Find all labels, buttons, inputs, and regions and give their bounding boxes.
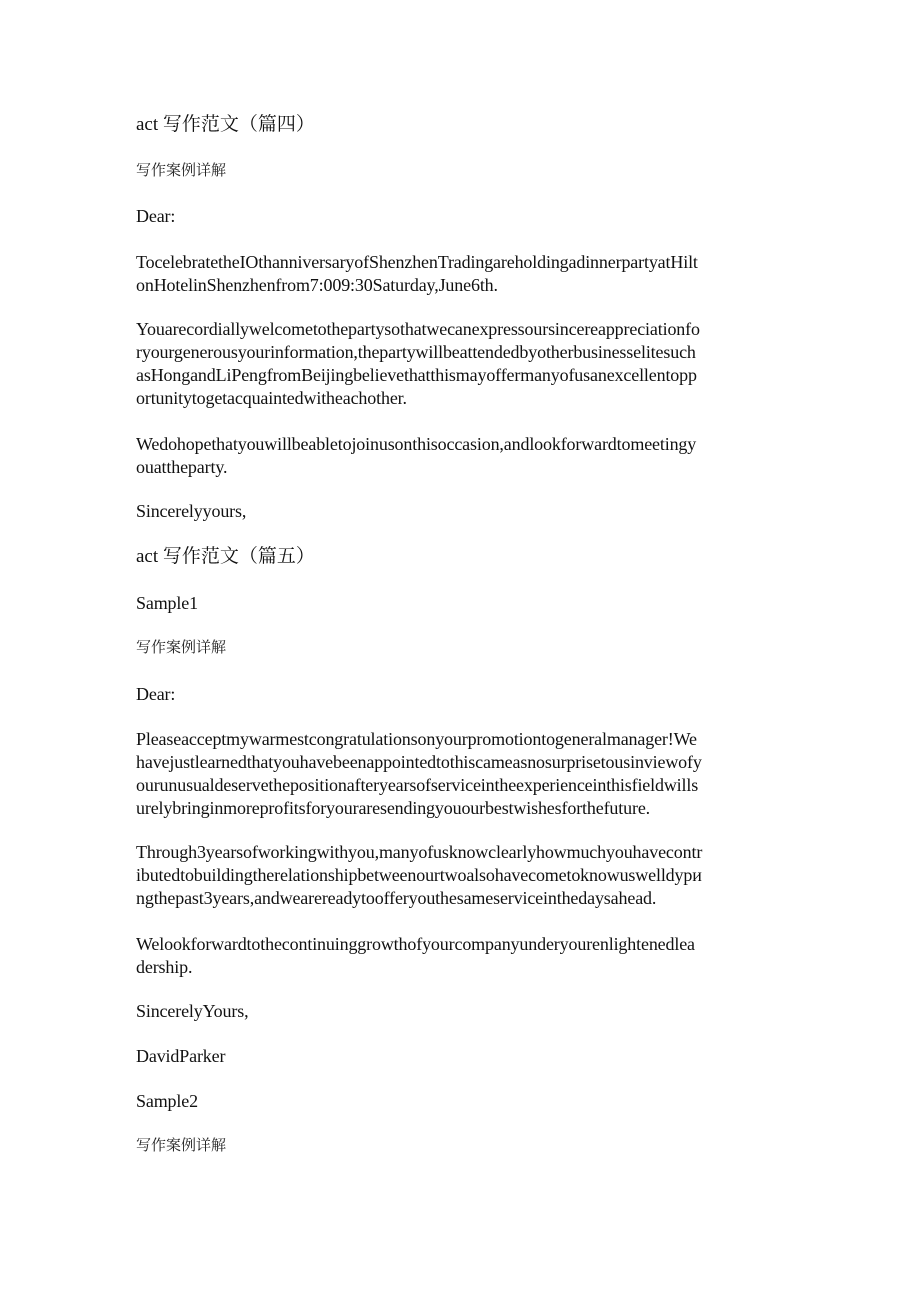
paragraph-line: TocelebratetheIOthanniversaryofShenzhenTradingareholdingadinnerpartyatHilt	[136, 252, 698, 272]
paragraph-2	[136, 318, 796, 410]
paragraph-line: Pleaseacceptmywarmestcongratulationsonyourpromotiontogeneralmanager!We	[136, 729, 697, 749]
paragraph-line: onHotelinShenzhenfrom7:009:30Saturday,June6th.	[136, 275, 498, 295]
closing: Sincerelyyours,	[136, 501, 247, 521]
paragraph-line: Wedohopethatyouwillbeabletojoinusonthisoccasion,andlookforwardtomeetingy	[136, 434, 697, 454]
section-heading-5: act 写作范文（篇五）	[136, 546, 315, 567]
paragraph-5	[136, 841, 796, 910]
paragraph-line: ourunusualdeservethepositionafteryearsofserviceintheexperienceinthisfieldwills	[136, 775, 699, 795]
paragraph-line: Youarecordiallywelcometothepartysothatwecanexpressoursincereappreciationfo	[136, 319, 700, 339]
paragraph-line: havejustlearnedthatyouhavebeenappointedtothiscameasnosurprisetousinviewofy	[136, 752, 702, 772]
sample-label: Sample1	[136, 593, 198, 613]
section-heading-4: act 写作范文（篇四）	[136, 114, 315, 135]
paragraph-4	[136, 728, 796, 820]
closing: SincerelyYours,	[136, 1001, 249, 1021]
paragraph-line: urelybringinmoreprofitsforyouraresendingyouourbestwishesforthefuture.	[136, 798, 651, 818]
paragraph-line: asHongandLiPengfromBeijingbelievethatthismayoffermanyofusanexcellentopp	[136, 365, 697, 385]
paragraph-line: dership.	[136, 957, 193, 977]
sample-label: Sample2	[136, 1091, 198, 1111]
paragraph-line: ngthepast3years,andwearereadytoofferyouthesameserviceinthedaysahead.	[136, 888, 657, 908]
paragraph-line: ouattheparty.	[136, 457, 228, 477]
paragraph-1	[136, 251, 796, 297]
paragraph-line: ryourgenerousyourinformation,thepartywillbeattendedbyotherbusinesselitesuch	[136, 342, 696, 362]
salutation: Dear:	[136, 684, 176, 704]
section-subtitle: 写作案例详解	[136, 1138, 227, 1154]
section-subtitle: 写作案例详解	[136, 640, 227, 656]
paragraph-line: Through3yearsofworkingwithyou,manyofusknowclearlyhowmuchyouhavecontr	[136, 842, 703, 862]
salutation: Dear:	[136, 206, 176, 226]
paragraph-line: Welookforwardtothecontinuinggrowthofyourcompanyunderyourenlightenedlea	[136, 934, 695, 954]
signature: DavidParker	[136, 1046, 226, 1066]
paragraph-3	[136, 433, 796, 479]
section-subtitle: 写作案例详解	[136, 163, 227, 179]
paragraph-line: ibutedtobuildingtherelationshipbetweenourtwoalsohavecometoknowuswelldури	[136, 865, 702, 885]
paragraph-6	[136, 933, 796, 979]
paragraph-line: ortunitytogetacquaintedwitheachother.	[136, 388, 407, 408]
